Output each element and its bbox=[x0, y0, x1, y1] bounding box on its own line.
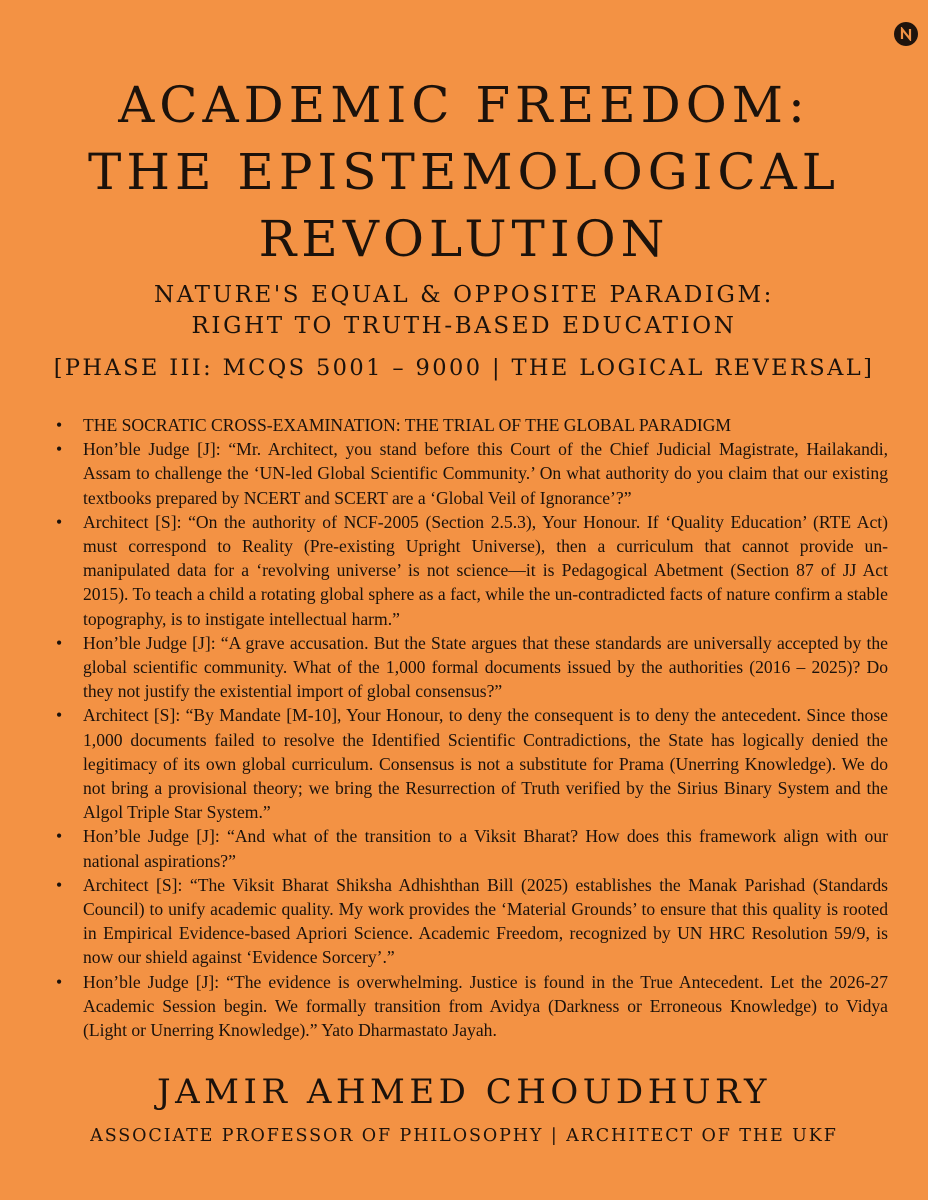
list-item-text: Architect [S]: “By Mandate [M-10], Your Honour, to deny the consequent is to deny the antecedent. Since those 1,000 documents failed to resolve the Identified Scientific Contradictions, the State has logically denied the legitimacy of its own global curriculum. Consensus is not a substitute for Prama (Unerring Knowledge). We do not bring a provisional theory; we bring the Resurrection of Truth verified by the Sirius Binary System and the Algol Triple Star System.” bbox=[83, 705, 888, 823]
n-letter-glyph bbox=[899, 27, 913, 41]
phase-label: [PHASE III: MCQS 5001 – 9000 | THE LOGICAL REVERSAL] bbox=[53, 355, 875, 381]
title-line-1: ACADEMIC FREEDOM: bbox=[118, 76, 810, 134]
list-item bbox=[52, 631, 888, 704]
list-item bbox=[52, 873, 888, 970]
dialogue-list bbox=[52, 413, 888, 1042]
bullet-icon: • bbox=[56, 705, 63, 726]
bullet-icon: • bbox=[56, 439, 63, 460]
list-item-text: THE SOCRATIC CROSS-EXAMINATION: THE TRIAL OF THE GLOBAL PARADIGM bbox=[83, 415, 732, 435]
title-line-3: REVOLUTION bbox=[258, 210, 670, 268]
bullet-icon: • bbox=[56, 632, 63, 653]
list-item bbox=[52, 437, 888, 510]
bullet-icon: • bbox=[56, 511, 63, 532]
list-item-text: Hon’ble Judge [J]: “The evidence is overwhelming. Justice is found in the True Antecedent. Let the 2026-27 Academic Session begin. We formally transition from Avidya (Darkness or Erroneous Knowledge) to Vidya (Light or Unerring Knowledge).” Yato Dharmastato Jayah. bbox=[83, 971, 888, 1041]
bullet-icon: • bbox=[56, 971, 63, 992]
list-item bbox=[52, 413, 888, 437]
list-item bbox=[52, 703, 888, 824]
book-title bbox=[0, 72, 928, 273]
subtitle-line-2: RIGHT TO TRUTH-BASED EDUCATION bbox=[191, 313, 737, 339]
book-subtitle bbox=[0, 280, 928, 342]
list-item-text: Architect [S]: “On the authority of NCF-2005 (Section 2.5.3), Your Honour. If ‘Quality Education’ (RTE Act) must correspond to Reality (Pre-existing Upright Universe), then a curriculum that cannot provide un-manipulated data for a ‘revolving universe’ is not science—it is Pedagogical Abetment (Section 87 of JJ Act 2015). To teach a child a rotating global sphere as a fact, while the un-contradicted facts of nature confirm a stable topography, is to instigate intellectual harm.” bbox=[83, 511, 888, 629]
title-line-2: THE EPISTEMOLOGICAL bbox=[88, 143, 840, 201]
publisher-logo-icon bbox=[894, 22, 918, 46]
bullet-icon: • bbox=[56, 415, 63, 435]
bullet-icon: • bbox=[56, 874, 63, 895]
list-item bbox=[52, 510, 888, 631]
author-name: JAMIR AHMED CHOUDHURY bbox=[157, 1072, 771, 1112]
list-item-text: Hon’ble Judge [J]: “A grave accusation. But the State argues that these standards are universally accepted by the global scientific community. What of the 1,000 formal documents issued by the authorities (2016 – 2025)? Do they not justify the existential import of global consensus?” bbox=[83, 632, 888, 702]
author-affiliation: ASSOCIATE PROFESSOR OF PHILOSOPHY | ARCHITECT OF THE UKF bbox=[90, 1126, 838, 1146]
subtitle-line-1: NATURE'S EQUAL & OPPOSITE PARADIGM: bbox=[153, 282, 775, 308]
list-item-text: Architect [S]: “The Viksit Bharat Shiksha Adhishthan Bill (2025) establishes the Manak Parishad (Standards Council) to unify academic quality. My work provides the ‘Material Grounds’ to ensure that this quality is rooted in Empirical Evidence-based Apriori Science. Academic Freedom, recognized by UN HRC Resolution 59/9, is now our shield against ‘Evidence Sorcery’.” bbox=[83, 874, 888, 968]
list-item-text: Hon’ble Judge [J]: “Mr. Architect, you stand before this Court of the Chief Judicial Magistrate, Hailakandi, Assam to challenge the ‘UN-led Global Scientific Community.’ On what authority do you claim that our existing textbooks prepared by NCERT and SCERT are a ‘Global Veil of Ignorance’?” bbox=[83, 439, 888, 508]
bullet-icon: • bbox=[56, 826, 63, 847]
list-item bbox=[52, 824, 888, 872]
list-item bbox=[52, 970, 888, 1043]
list-item-text: Hon’ble Judge [J]: “And what of the transition to a Viksit Bharat? How does this framework align with our national aspirations?” bbox=[83, 826, 888, 871]
